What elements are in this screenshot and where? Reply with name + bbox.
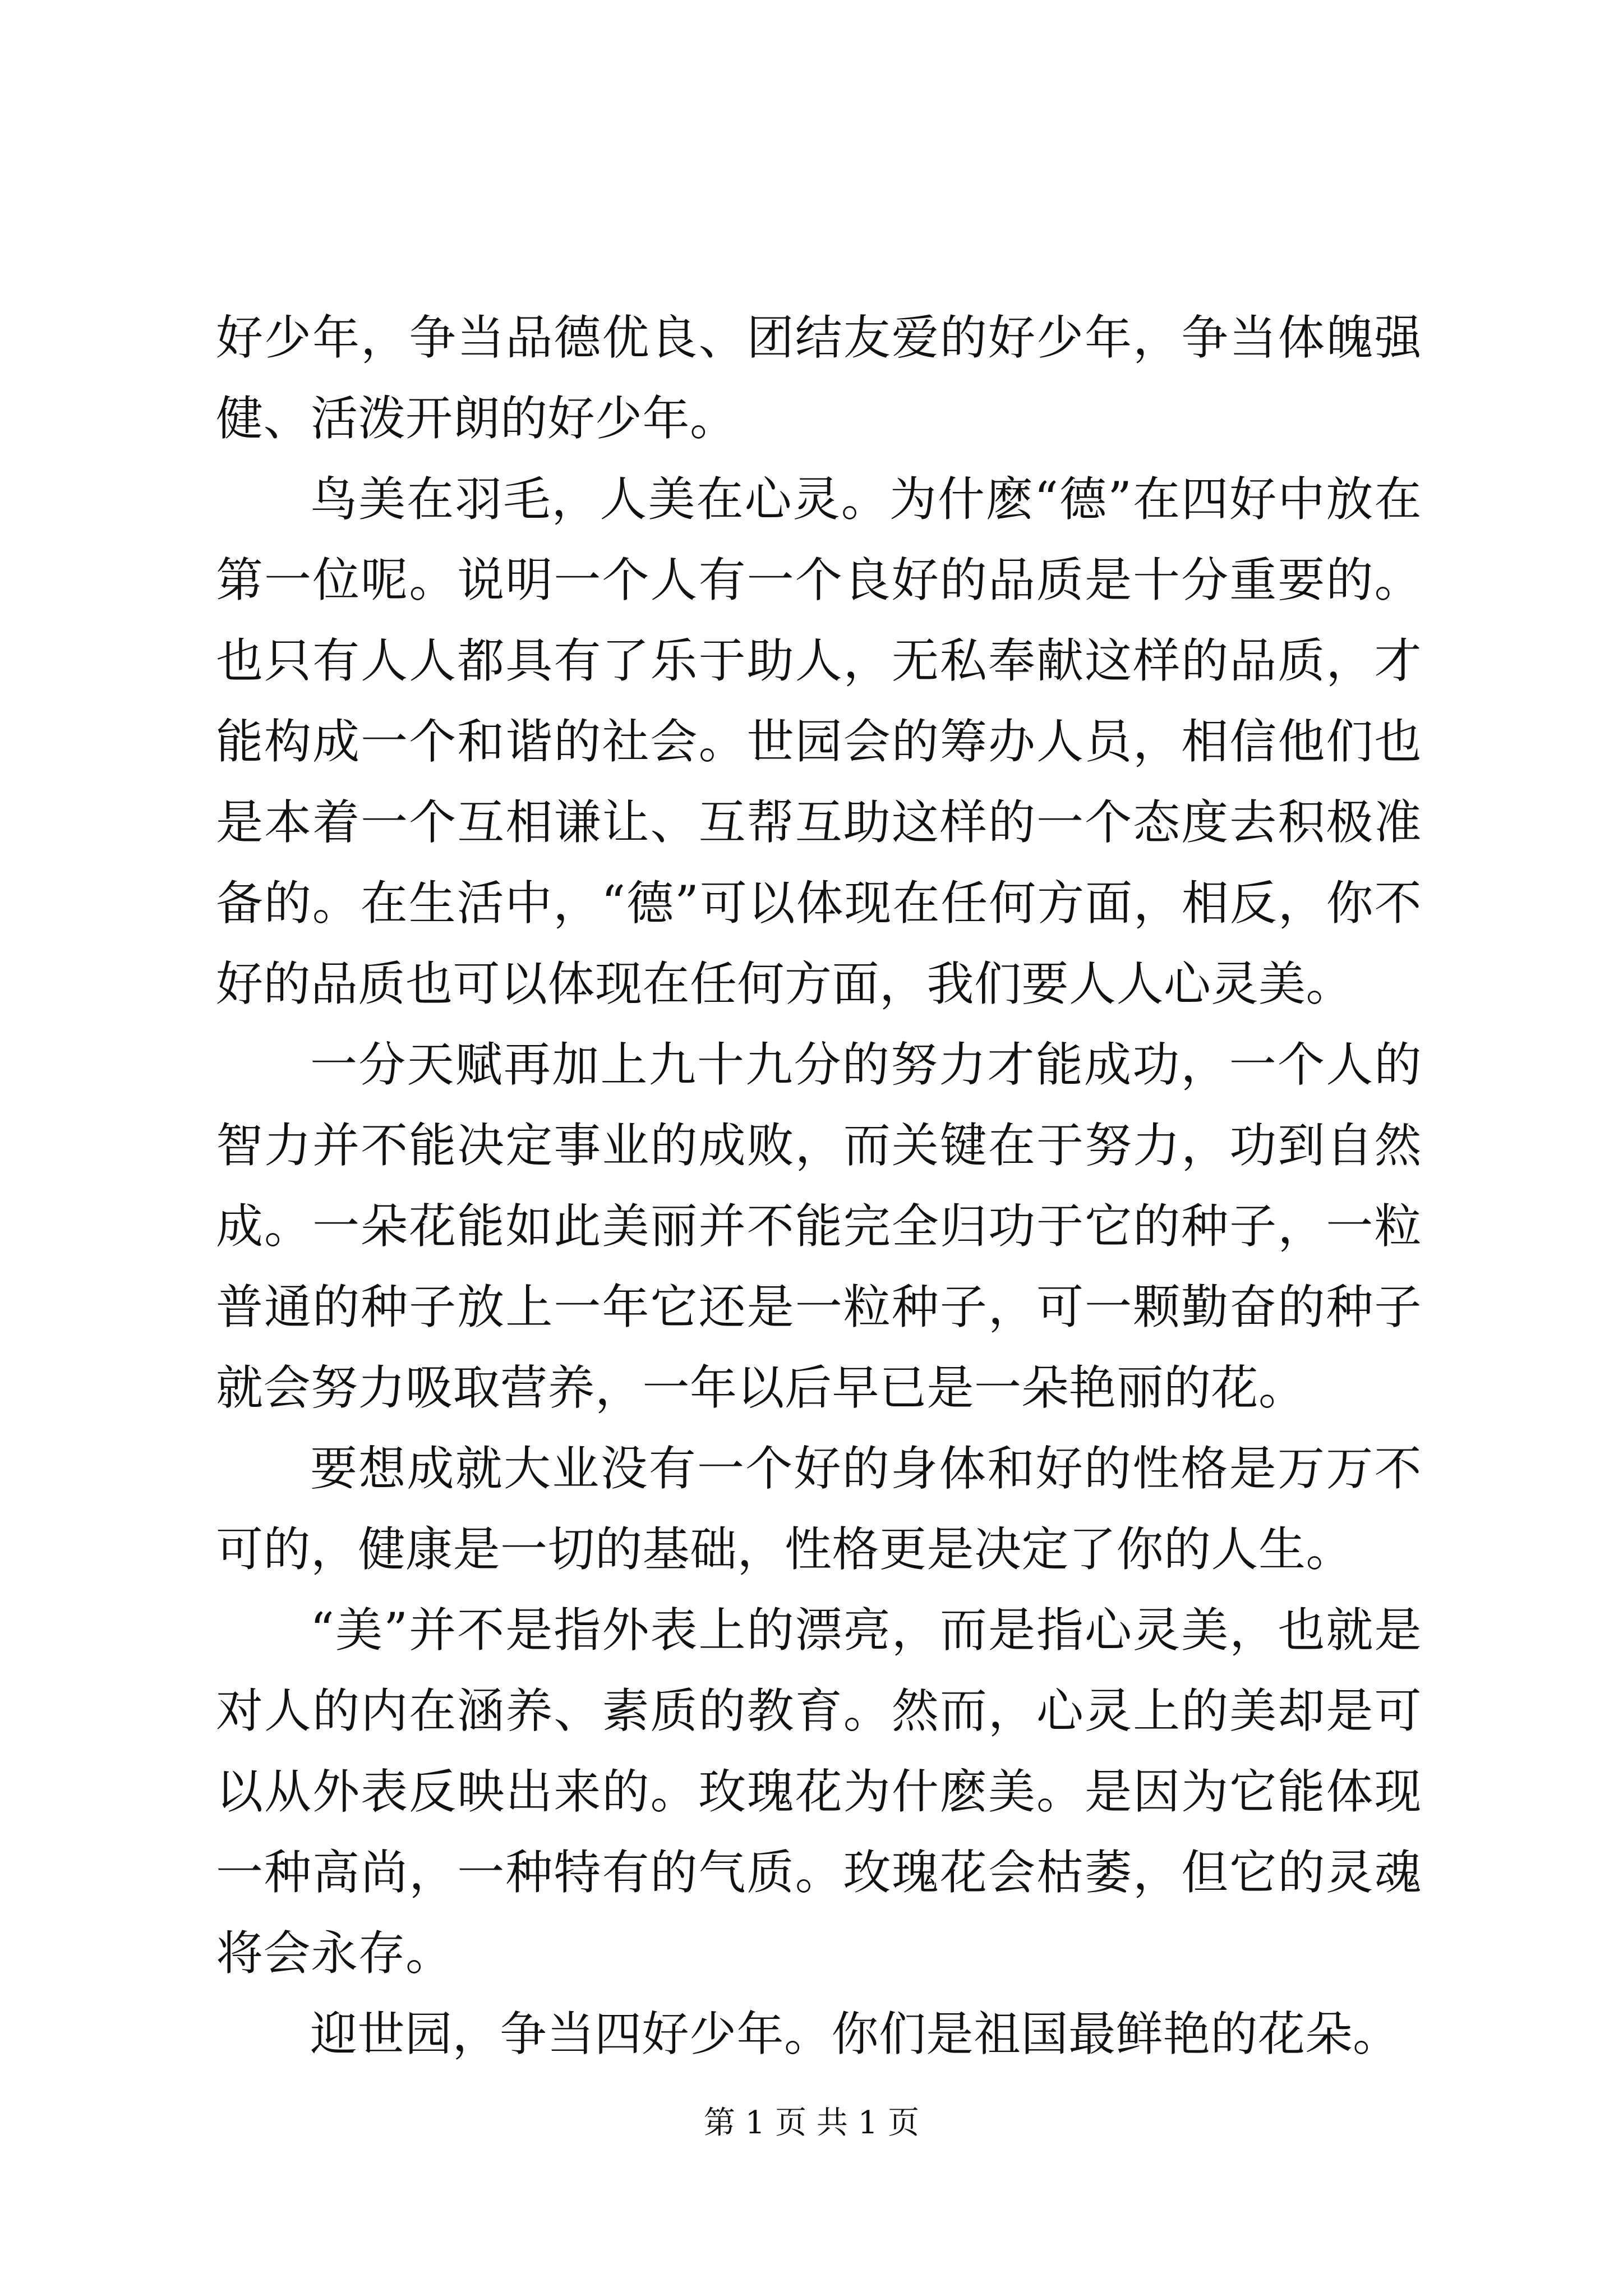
paragraph-continuation: 好少年，争当品德优良、团结友爱的好少年，争当体魄强健、活泼开朗的好少年。	[216, 310, 1422, 446]
paragraph: “美”并不是指外表上的漂亮，而是指心灵美，也就是对人的内在涵养、素质的教育。然而，心灵上的美却是可以从外表反映出来的。玫瑰花为什麽美。是因为它能体现一种高尚，一种特有的气质。玫瑰花会枯萎，但它的灵魂将会永存。	[216, 1603, 1422, 1981]
page-footer: 第 1 页 共 1 页	[703, 2105, 920, 2141]
paragraph: 鸟美在羽毛，人美在心灵。为什麽“德”在四好中放在第一位呢。说明一个人有一个良好的品质是十分重要的。也只有人人都具有了乐于助人，无私奉献这样的品质，才能构成一个和谐的社会。世园会的筹办人员，相信他们也是本着一个互相谦让、互帮互助这样的一个态度去积极准备的。在生活中，“德”可以体现在任何方面，相反，你不好的品质也可以体现在任何方面，我们要人人心灵美。	[216, 472, 1422, 1011]
paragraph: 一分天赋再加上九十九分的努力才能成功，一个人的智力并不能决定事业的成败，而关键在于努力，功到自然成。一朵花能如此美丽并不能完全归功于它的种子，一粒普通的种子放上一年它还是一粒种子，可一颗勤奋的种子就会努力吸取营养，一年以后早已是一朵艳丽的花。	[216, 1037, 1422, 1415]
paragraph: 迎世园，争当四好少年。你们是祖国最鲜艳的花朵。	[310, 2007, 1400, 2062]
document-body	[216, 297, 1422, 2074]
paragraph: 要想成就大业没有一个好的身体和好的性格是万万不可的，健康是一切的基础，性格更是决定了你的人生。	[216, 1441, 1422, 1577]
